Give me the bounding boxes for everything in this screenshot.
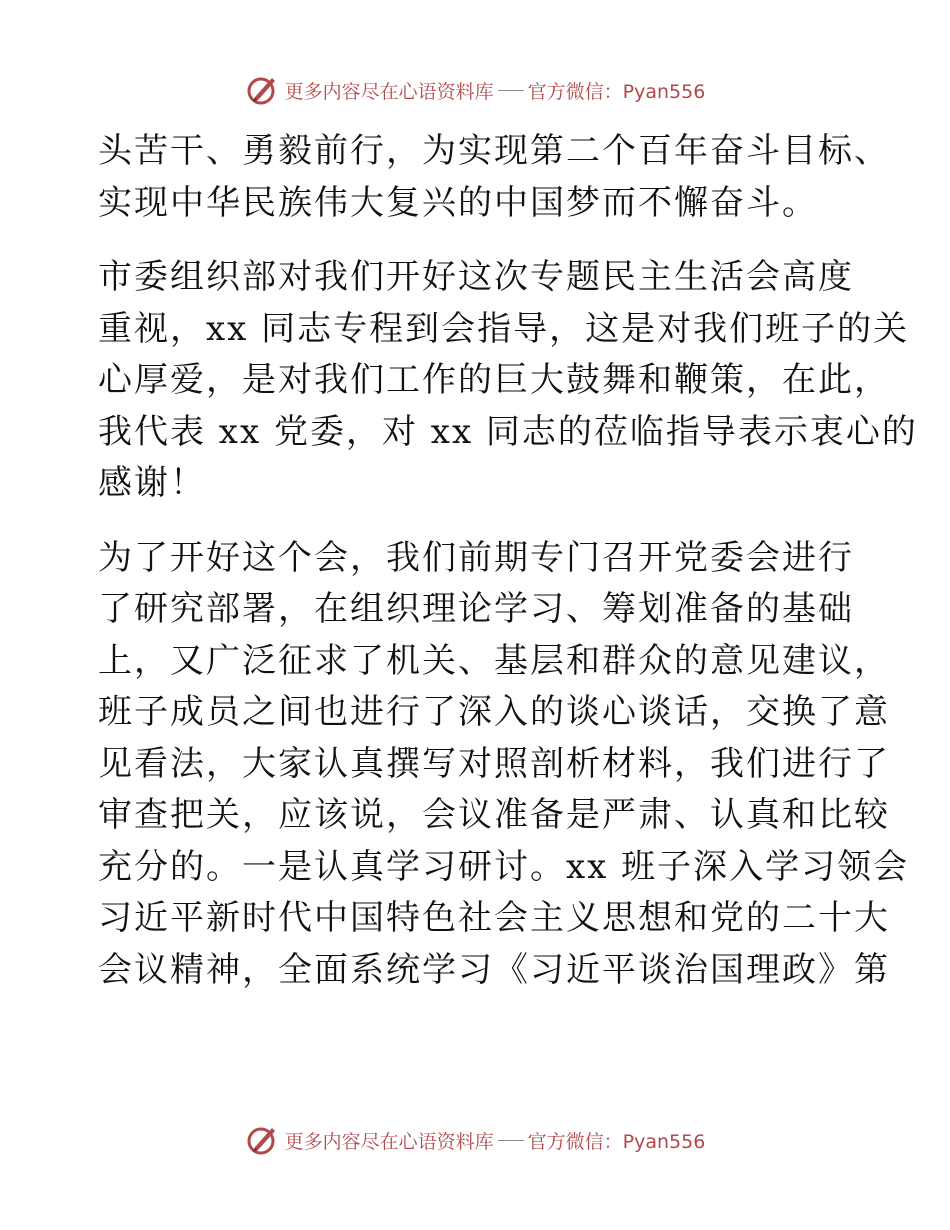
paragraph-2-line: 感谢！: [98, 463, 206, 503]
footer-banner: [0, 1120, 950, 1160]
paragraph-3-line: 会议精神，全面系统学习《习近平谈治国理政》第: [98, 949, 890, 990]
footer-banner-suffix: 官方微信：Pyan556: [527, 1130, 706, 1153]
paragraph-1-line: 头苦干、勇毅前行，为实现第二个百年奋斗目标、: [98, 131, 890, 171]
document-body: [98, 126, 918, 996]
pen-logo-icon: [245, 73, 279, 107]
paragraph-3-line: 充分的。一是认真学习研讨。xx 班子深入学习领会: [98, 846, 910, 887]
pen-logo-icon: [245, 1123, 279, 1157]
footer-banner-separator: [498, 1140, 524, 1141]
footer-banner-text: 更多内容尽在心语资料库: [284, 1130, 494, 1153]
paragraph-3-line: 审查把关，应该说，会议准备是严肃、认真和比较: [98, 795, 890, 835]
paragraph-3-line: 上，又广泛征求了机关、基层和群众的意见建议，: [98, 640, 890, 681]
header-banner-text: 更多内容尽在心语资料库: [284, 80, 494, 103]
paragraph-1-line: 实现中华民族伟大复兴的中国梦而不懈奋斗。: [98, 182, 818, 223]
paragraph-2-line: 心厚爱，是对我们工作的巨大鼓舞和鞭策，在此，: [98, 360, 890, 400]
paragraph-3-line: 为了开好这个会，我们前期专门召开党委会进行: [98, 537, 854, 578]
paragraph-3-line: 班子成员之间也进行了深入的谈心谈话，交换了意: [98, 692, 890, 732]
paragraph-2-line: 重视，xx 同志专程到会指导，这是对我们班子的关: [98, 308, 910, 349]
header-banner-separator: [498, 90, 524, 91]
paragraph-2-line: 市委组织部对我们开好这次专题民主生活会高度: [98, 257, 854, 297]
paragraph-3-line: 了研究部署，在组织理论学习、筹划准备的基础: [98, 589, 854, 629]
paragraph-3-line: 见看法，大家认真撰写对照剖析材料，我们进行了: [98, 743, 890, 784]
paragraph-2-line: 我代表 xx 党委，对 xx 同志的莅临指导表示衷心的: [98, 411, 918, 452]
header-banner-suffix: 官方微信：Pyan556: [527, 80, 706, 103]
paragraph-3-line: 习近平新时代中国特色社会主义思想和党的二十大: [98, 898, 890, 938]
header-banner: [0, 70, 950, 110]
